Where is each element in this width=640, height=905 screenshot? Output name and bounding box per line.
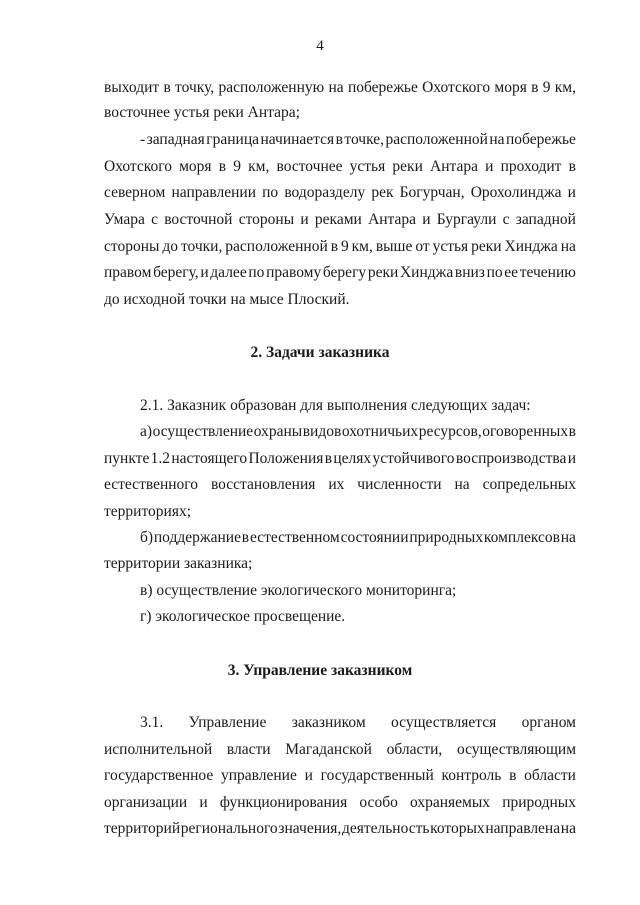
section-heading: 3. Управление заказником: [227, 662, 413, 679]
paragraph-line: территорий регионального значения, деятельность которых направлена на: [104, 820, 576, 837]
paragraph-line: стороны до точки, расположенной в 9 км, выше от устья реки Хинджа на: [104, 238, 576, 255]
paragraph-line: правом берегу, и далее по правому берегу реки Хинджа вниз по ее течению: [104, 264, 576, 281]
paragraph-line: организации и функционирования особо охраняемых природных: [104, 794, 576, 811]
list-item-line: естественного восстановления их численности на сопредельных: [104, 476, 576, 493]
list-item-line: пункте 1.2 настоящего Положения в целях устойчивого воспроизводства и: [104, 450, 576, 467]
paragraph-line: Охотского моря в 9 км, восточнее устья реки Антара и проходит в: [104, 158, 576, 175]
paragraph-line: Умара с восточной стороны и реками Антара и Бургаули с западной: [104, 211, 576, 228]
paragraph-line: восточнее устья реки Антара;: [104, 104, 300, 121]
paragraph-line: государственное управление и государственный контроль в области: [104, 767, 576, 784]
section-heading: 2. Задачи заказника: [250, 344, 390, 361]
paragraph-line: северном направлении по водоразделу рек Богурчан, Орохолинджа и: [104, 184, 576, 201]
list-item-line: территории заказника;: [104, 555, 253, 572]
paragraph-line: выходит в точку, расположенную на побережье Охотского моря в 9 км,: [104, 79, 576, 96]
paragraph-line: 3.1. Управление заказником осуществляется органом: [140, 714, 576, 731]
list-item-line: г) экологическое просвещение.: [140, 608, 346, 625]
paragraph-line: - западная граница начинается в точке, расположенной на побережье: [140, 131, 576, 148]
page-number: 4: [316, 38, 324, 54]
list-item-line: территориях;: [104, 503, 191, 520]
paragraph-line: 2.1. Заказник образован для выполнения следующих задач:: [140, 397, 531, 414]
list-item-line: б) поддержание в естественном состоянии природных комплексов на: [140, 529, 576, 546]
paragraph-line: до исходной точки на мысе Плоский.: [104, 291, 350, 308]
list-item-line: а) осуществление охраны видов охотничьих ресурсов, оговоренных в: [140, 423, 576, 440]
list-item-line: в) осуществление экологического мониторинга;: [140, 582, 457, 599]
paragraph-line: исполнительной власти Магаданской области, осуществляющим: [104, 741, 576, 758]
